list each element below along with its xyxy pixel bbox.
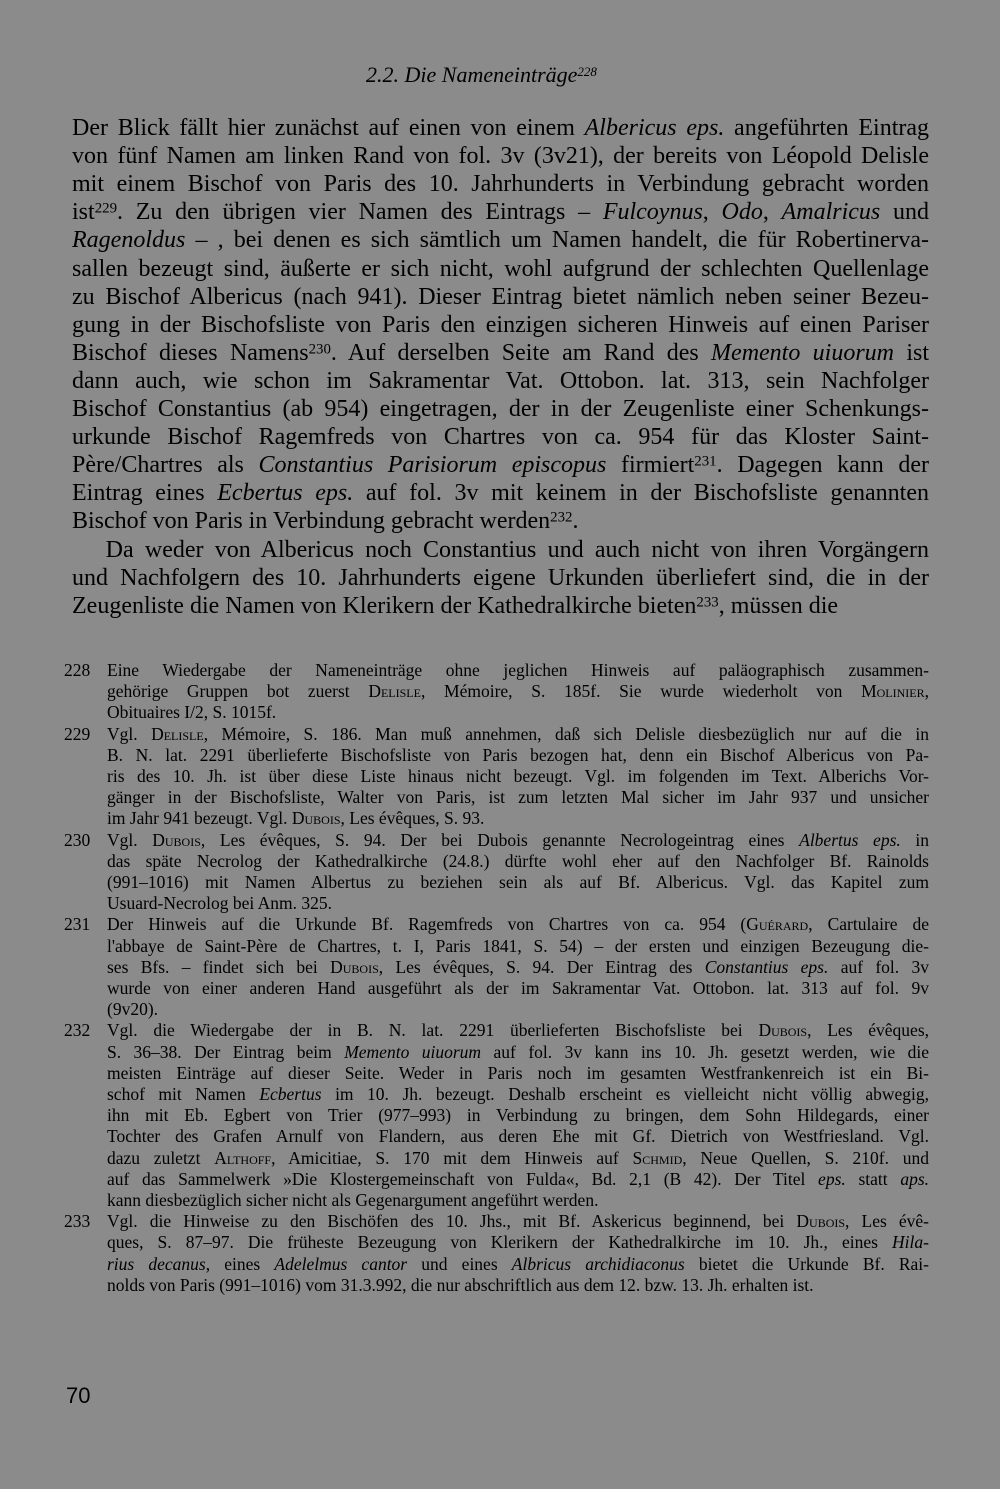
body-line: und Nachfolgern des 10. Jahrhunderts eigene Urkunden überliefert sind, die in der (72, 564, 929, 591)
footnote-number: 230 (64, 829, 91, 850)
body-line: zu Bischof Albericus (nach 941). Dieser Eintrag bietet nämlich neben seiner Bezeu- (72, 283, 929, 310)
body-line: Père/Chartres als Constantius Parisiorum episcopus firmiert$^{231}$. Dagegen kann der (72, 452, 929, 479)
footnote-line: im Jahr 941 bezeugt. Vgl. Dubois, Les évêques, S. 93. (107, 808, 485, 829)
body-line: dann auch, wie schon im Sakramentar Vat. Ottobon. lat. 313, sein Nachfolger (72, 367, 929, 394)
footnote-line: Usuard-Necrolog bei Anm. 325. (107, 893, 333, 914)
footnote-number: 229 (64, 723, 91, 744)
footnote-line: Eine Wiedergabe der Nameneinträge ohne jeglichen Hinweis auf paläographisch zusammen- (107, 660, 929, 680)
body-line: von fünf Namen am linken Rand von fol. 3v (3v21), der bereits von Léopold Delisle (72, 143, 929, 170)
footnote-line: Vgl. Delisle, Mémoire, S. 186. Man muß annehmen, daß sich Delisle diesbezüglich nur auf die in (107, 723, 930, 744)
footnote-line: Tochter des Grafen Arnulf von Flandern, aus deren Ehe mit Gf. Dietrich von Westfriesland. Vgl. (107, 1126, 929, 1147)
footnote-line: auf das Sammelwerk »Die Klostergemeinschaft von Fulda«, Bd. 2,1 (B 42). Der Titel eps. statt aps. (107, 1168, 929, 1189)
footnote-line: ihn mit Eb. Egbert von Trier (977–993) in Verbindung zu bringen, dem Sohn Hildegards, einer (107, 1105, 929, 1126)
running-header (366, 62, 597, 88)
footnote-line: schof mit Namen Ecbertus im 10. Jh. bezeugt. Deshalb erscheint es vielleicht nicht völlig abwegig, (107, 1084, 929, 1104)
footnote-line: dazu zuletzt Althoff, Amicitiae, S. 170 mit dem Hinweis auf Schmid, Neue Quellen, S. 210f. und (107, 1147, 929, 1168)
body-line: sallen bezeugt sind, äußerte er sich nicht, wohl aufgrund der schlechten Quellenlage (72, 255, 929, 282)
footnote-line: gehörige Gruppen bot zuerst Delisle, Mémoire, S. 185f. Sie wurde wiederholt von Molinier, (107, 681, 929, 702)
body-line: Ragenoldus – , bei denen es sich sämtlich um Namen handelt, die für Robertinerva- (72, 227, 929, 254)
body-line: Zeugenliste die Namen von Klerikern der Kathedralkirche bieten$^{233}$, müssen die (72, 592, 839, 619)
footnote-line: S. 36–38. Der Eintrag beim Memento uiuorum auf fol. 3v kann ins 10. Jh. gesetzt werden, wie die (107, 1041, 929, 1062)
footnote-line: wurde von einer anderen Hand ausgeführt als der im Sakramentar Vat. Ottobon. lat. 313 auf fol. 9v (107, 978, 929, 998)
footnote-line: (9v20). (107, 999, 159, 1020)
footnote-line: gänger in der Bischofsliste, Walter von Paris, ist zum letzten Mal sicher im Jahr 937 und unsicher (107, 787, 929, 808)
body-line: urkunde Bischof Ragemfreds von Chartres von ca. 954 für das Kloster Saint- (72, 424, 929, 451)
footnote-line: ses Bfs. – findet sich bei Dubois, Les évêques, S. 94. Der Eintrag des Constantius eps. auf fol. 3v (107, 956, 929, 977)
running-header-title: 2.2. Die Nameneinträge (366, 62, 578, 87)
body-line: ist$^{229}$. Zu den übrigen vier Namen des Eintrags – Fulcoynus, Odo, Amalricus und (72, 199, 930, 226)
footnote-line: kann diesbezüglich sicher nicht als Gegenargument angeführt werden. (107, 1190, 599, 1210)
body-line: mit einem Bischof von Paris des 10. Jahrhunderts in Verbindung gebracht worden (72, 171, 929, 198)
body-line: Eintrag eines Ecbertus eps. auf fol. 3v mit keinem in der Bischofsliste genannten (72, 480, 929, 507)
footnote-line: Vgl. die Wiedergabe der in B. N. lat. 2291 überlieferten Bischofsliste bei Dubois, Les évêques, (107, 1020, 930, 1041)
footnote-line: B. N. lat. 2291 überlieferte Bischofsliste von Paris bezogen hat, denn ein Bischof Albericus von Pa- (107, 744, 929, 765)
footnote-line: (991–1016) mit Namen Albertus zu beziehen sein als auf Bf. Albericus. Vgl. das Kapitel zum (107, 872, 929, 892)
footnote-line: Vgl. die Hinweise zu den Bischöfen des 10. Jhs., mit Bf. Askericus beginnend, bei Dubois, Les évê- (107, 1211, 929, 1232)
body-line: Bischof dieses Namens$^{230}$. Auf derselben Seite am Rand des Memento uiuorum ist (72, 339, 929, 366)
footnote-line: nolds von Paris (991–1016) vom 31.3.992, die nur abschriftlich aus dem 12. bzw. 13. Jh. erhalten ist. (107, 1274, 814, 1295)
running-header-fnref: 228 (577, 64, 597, 80)
footnote-line: ris des 10. Jh. ist über diese Liste hinaus nicht bezeugt. Vgl. im folgenden im Text. Alberichs Vor- (107, 766, 929, 786)
body-line: Der Blick fällt hier zunächst auf einen von einem Albericus eps. angeführten Eintrag (72, 115, 930, 141)
footnote-number: 233 (64, 1211, 91, 1232)
footnote-line: ques, S. 87–97. Die früheste Bezeugung von Klerikern der Kathedralkirche im 10. Jh., eines Hila- (107, 1232, 929, 1253)
body-line: gung in der Bischofsliste von Paris den einzigen sicheren Hinweis auf einen Pariser (72, 311, 929, 338)
footnote-line: das späte Necrolog der Kathedralkirche (24.8.) dürfte wohl eher auf den Nachfolger Bf. Rainolds (107, 850, 929, 871)
footnote-line: Der Hinweis auf die Urkunde Bf. Ragemfreds von Chartres von ca. 954 (Guérard, Cartulaire de (107, 914, 930, 935)
footnote-number: 228 (64, 660, 91, 680)
page-number: 70 (66, 1383, 91, 1408)
footnote-number: 232 (64, 1020, 91, 1041)
body-line: Bischof von Paris in Verbindung gebracht werden$^{232}$. (72, 508, 579, 535)
footnote-line: Obituaires I/2, S. 1015f. (107, 702, 277, 723)
footnote-line: meisten Einträge auf dieser Seite. Weder in Paris noch im gesamten Westfrankenreich ist ein Bi- (107, 1062, 929, 1083)
body-line: Bischof Constantius (ab 954) eingetragen, der in der Zeugenliste einer Schenkungs- (72, 396, 929, 422)
footnote-line: Vgl. Dubois, Les évêques, S. 94. Der bei Dubois genannte Necrologeintrag eines Albertus eps. in (107, 829, 930, 850)
footnote-line: rius decanus, eines Adelelmus cantor und eines Albricus archidiaconus bietet die Urkunde Bf. Rai- (107, 1253, 929, 1274)
footnote-number: 231 (64, 914, 91, 935)
footnote-line: l'abbaye de Saint-Père de Chartres, t. I, Paris 1841, S. 54) – der ersten und einzigen Bezeugung die- (107, 935, 929, 956)
body-line: Da weder von Albericus noch Constantius und auch nicht von ihren Vorgängern (72, 536, 929, 563)
